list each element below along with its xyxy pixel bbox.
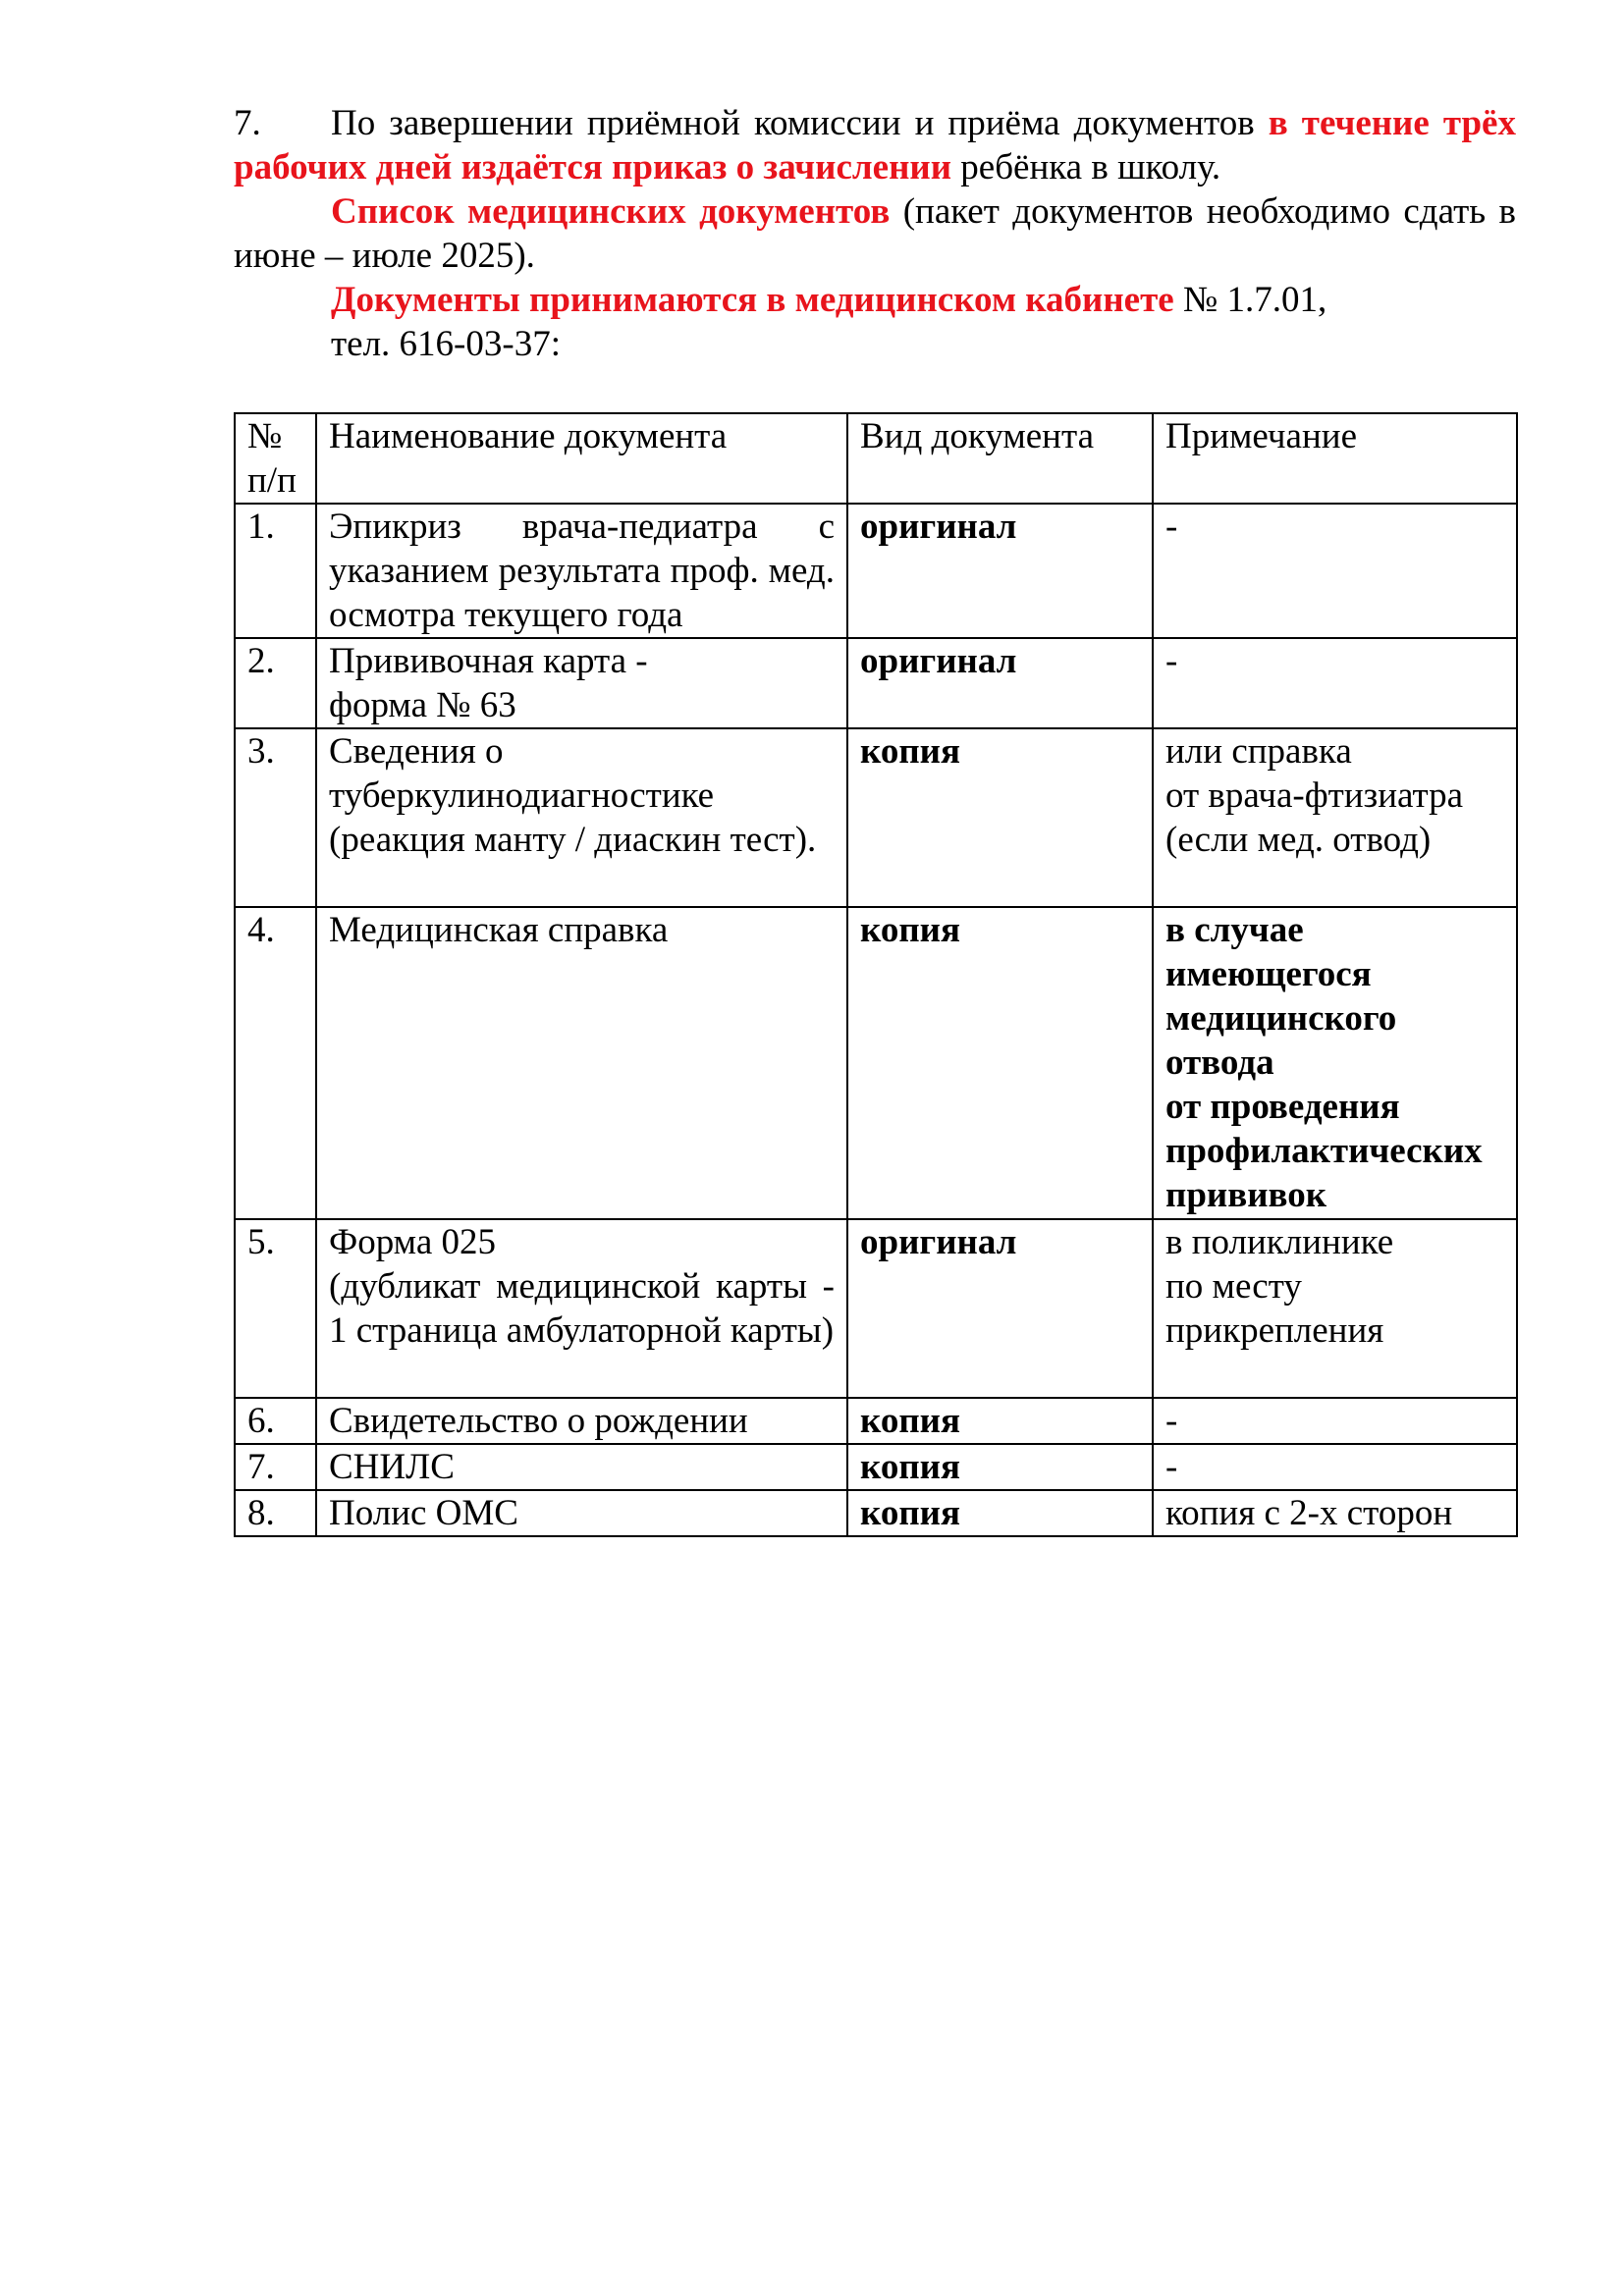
row-note [1153,907,1517,1219]
row-kind: копия [847,1490,1153,1536]
row-note: - [1153,1398,1517,1444]
phone-line: тел. 616-03-37: [331,324,561,364]
row-note: - [1153,1444,1517,1490]
row-num: 2. [235,638,316,728]
row-note-line: (если мед. отвод) [1165,820,1432,860]
row-num: 3. [235,728,316,907]
row-kind: копия [847,1398,1153,1444]
row-num: 1. [235,504,316,638]
header-num-line: № [247,416,283,456]
table-row [235,1398,1517,1444]
header-num [235,413,316,504]
row-kind: оригинал [847,504,1153,638]
table-row [235,1490,1517,1536]
row-name-line: форма № 63 [329,685,516,725]
row-note-line: в случае [1165,910,1304,950]
row-num: 6. [235,1398,316,1444]
row-name [316,1219,847,1398]
row-note-line: медицинского [1165,998,1397,1039]
row-num: 5. [235,1219,316,1398]
row-name: Медицинская справка [316,907,847,1219]
row-num: 4. [235,907,316,1219]
row-kind: копия [847,1444,1153,1490]
row-note: - [1153,638,1517,728]
row-kind: оригинал [847,1219,1153,1398]
documents-table [234,412,1518,1537]
row-note-line: или справка [1165,731,1352,772]
row-name-line: Форма 025 [329,1222,497,1262]
row-note-line: в поликлинике [1165,1222,1394,1262]
row-name-line: Прививочная карта - [329,641,648,681]
row-name: Полис ОМС [316,1490,847,1536]
row-name-line: Сведения о [329,731,504,772]
row-note-line: от проведения [1165,1087,1400,1127]
row-name-line: (дубликат медицинской карты - 1 страница амбулаторной карты) [329,1266,835,1351]
intro-text: По завершении приёмной комиссии и приёма документов [331,103,1269,143]
intro-paragraph-3 [234,278,1516,322]
table-row [235,907,1517,1219]
table-row [235,504,1517,638]
row-num: 8. [235,1490,316,1536]
row-num: 7. [235,1444,316,1490]
row-name [316,728,847,907]
highlight-text: в течение трёх рабочих дней издаётся приказ о зачислении [234,103,1516,187]
row-note-line: профилактических [1165,1131,1483,1171]
room-number: № 1.7.01, [1173,280,1327,320]
highlight-text: Список медицинских документов [331,191,891,232]
row-name-line: (реакция манту / диаскин тест). [329,820,817,860]
row-note: - [1153,504,1517,638]
intro-text: (пакет документов необходимо сдать в июне – июле 2025). [234,191,1517,276]
row-kind: оригинал [847,638,1153,728]
row-name: Эпикриз врача-педиатра с указанием результата проф. мед. осмотра текущего года [316,504,847,638]
row-note-line: от врача-фтизиатра [1165,775,1464,816]
row-name [316,638,847,728]
row-note-line: по месту [1165,1266,1302,1307]
row-note-line: прививок [1165,1175,1327,1215]
intro-text: ребёнка в школу. [951,147,1221,187]
highlight-text: Документы принимаются в медицинском кабинете [331,280,1174,320]
table-header-row [235,413,1517,504]
table-row [235,1219,1517,1398]
row-note-line: прикрепления [1165,1310,1384,1351]
header-name: Наименование документа [316,413,847,504]
table-row [235,1444,1517,1490]
row-name: СНИЛС [316,1444,847,1490]
row-kind: копия [847,907,1153,1219]
row-name-line: туберкулинодиагностике [329,775,715,816]
row-note [1153,728,1517,907]
intro-paragraph-1 [234,101,1516,189]
row-name: Свидетельство о рождении [316,1398,847,1444]
header-num-line: п/п [247,460,297,501]
row-note-line: имеющегося [1165,954,1372,994]
row-note: копия с 2-х сторон [1153,1490,1517,1536]
table-row [235,638,1517,728]
intro-paragraph-2 [234,189,1516,278]
row-note-line: отвода [1165,1042,1274,1083]
item-number: 7. [234,103,261,143]
header-note: Примечание [1153,413,1517,504]
intro-section [234,101,1516,366]
header-kind: Вид документа [847,413,1153,504]
row-note [1153,1219,1517,1398]
table-row [235,728,1517,907]
row-kind: копия [847,728,1153,907]
